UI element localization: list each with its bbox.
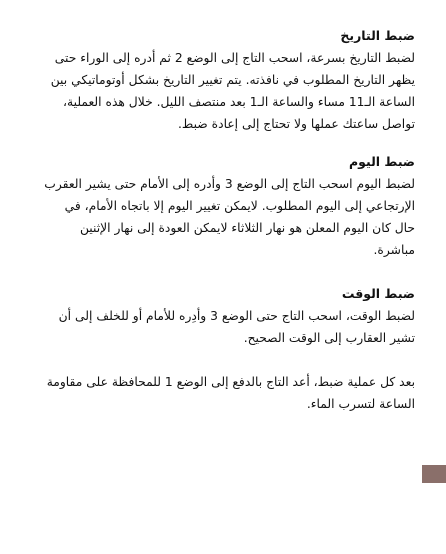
date-setting-line-1: لضبط التاريخ بسرعة، اسحب التاج إلى الوضع 2 ثم أدره إلى الوراء حتى xyxy=(54,51,415,65)
time-setting-line-2: تشير العقارب إلى الوقت الصحيح. xyxy=(243,331,415,345)
water-resistance-note xyxy=(27,371,415,415)
time-setting-heading: ضبط الوقت xyxy=(341,286,415,301)
time-setting-line-1: لضبط الوقت، اسحب التاج حتى الوضع 3 وأدِره للأمام أو للخلف إلى أن xyxy=(58,309,415,323)
water-resistance-note-line-2: الساعة لتسرب الماء. xyxy=(306,397,415,411)
date-setting-line-3: الساعة الـ11 مساء والساعة الـ1 بعد منتصف الليل. خلال هذه العملية، xyxy=(63,95,415,109)
time-setting-section xyxy=(27,284,415,349)
date-setting-line-4: تواصل ساعتك عملها ولا تحتاج إلى إعادة ضبط. xyxy=(178,117,415,131)
day-setting-line-4: مباشرة. xyxy=(373,243,415,257)
day-setting-line-3: حال كان اليوم المعلن هو نهار الثلاثاء لايمكن العودة إلى نهار الإثنين xyxy=(79,221,415,235)
water-resistance-note-line-1: بعد كل عملية ضبط، أعد التاج بالدفع إلى الوضع 1 للمحافظة على مقاومة xyxy=(46,375,415,389)
day-setting-section xyxy=(27,152,415,261)
day-setting-heading: ضبط اليوم xyxy=(349,154,415,169)
day-setting-line-1: لضبط اليوم اسحب التاج إلى الوضع 3 وأدره إلى الأمام حتى يشير العقرب xyxy=(44,177,415,191)
date-setting-section xyxy=(27,26,415,135)
date-setting-line-2: يظهر التاريخ المطلوب في نافذته. يتم تغيير التاريخ بشكل أوتوماتيكي بين xyxy=(50,73,415,87)
date-setting-heading: ضبط التاريخ xyxy=(340,28,415,43)
page-side-tab xyxy=(422,465,446,483)
day-setting-line-2: الإرتجاعي إلى اليوم المطلوب. لايمكن تغيير اليوم إلا باتجاه الأمام، في xyxy=(64,199,415,213)
